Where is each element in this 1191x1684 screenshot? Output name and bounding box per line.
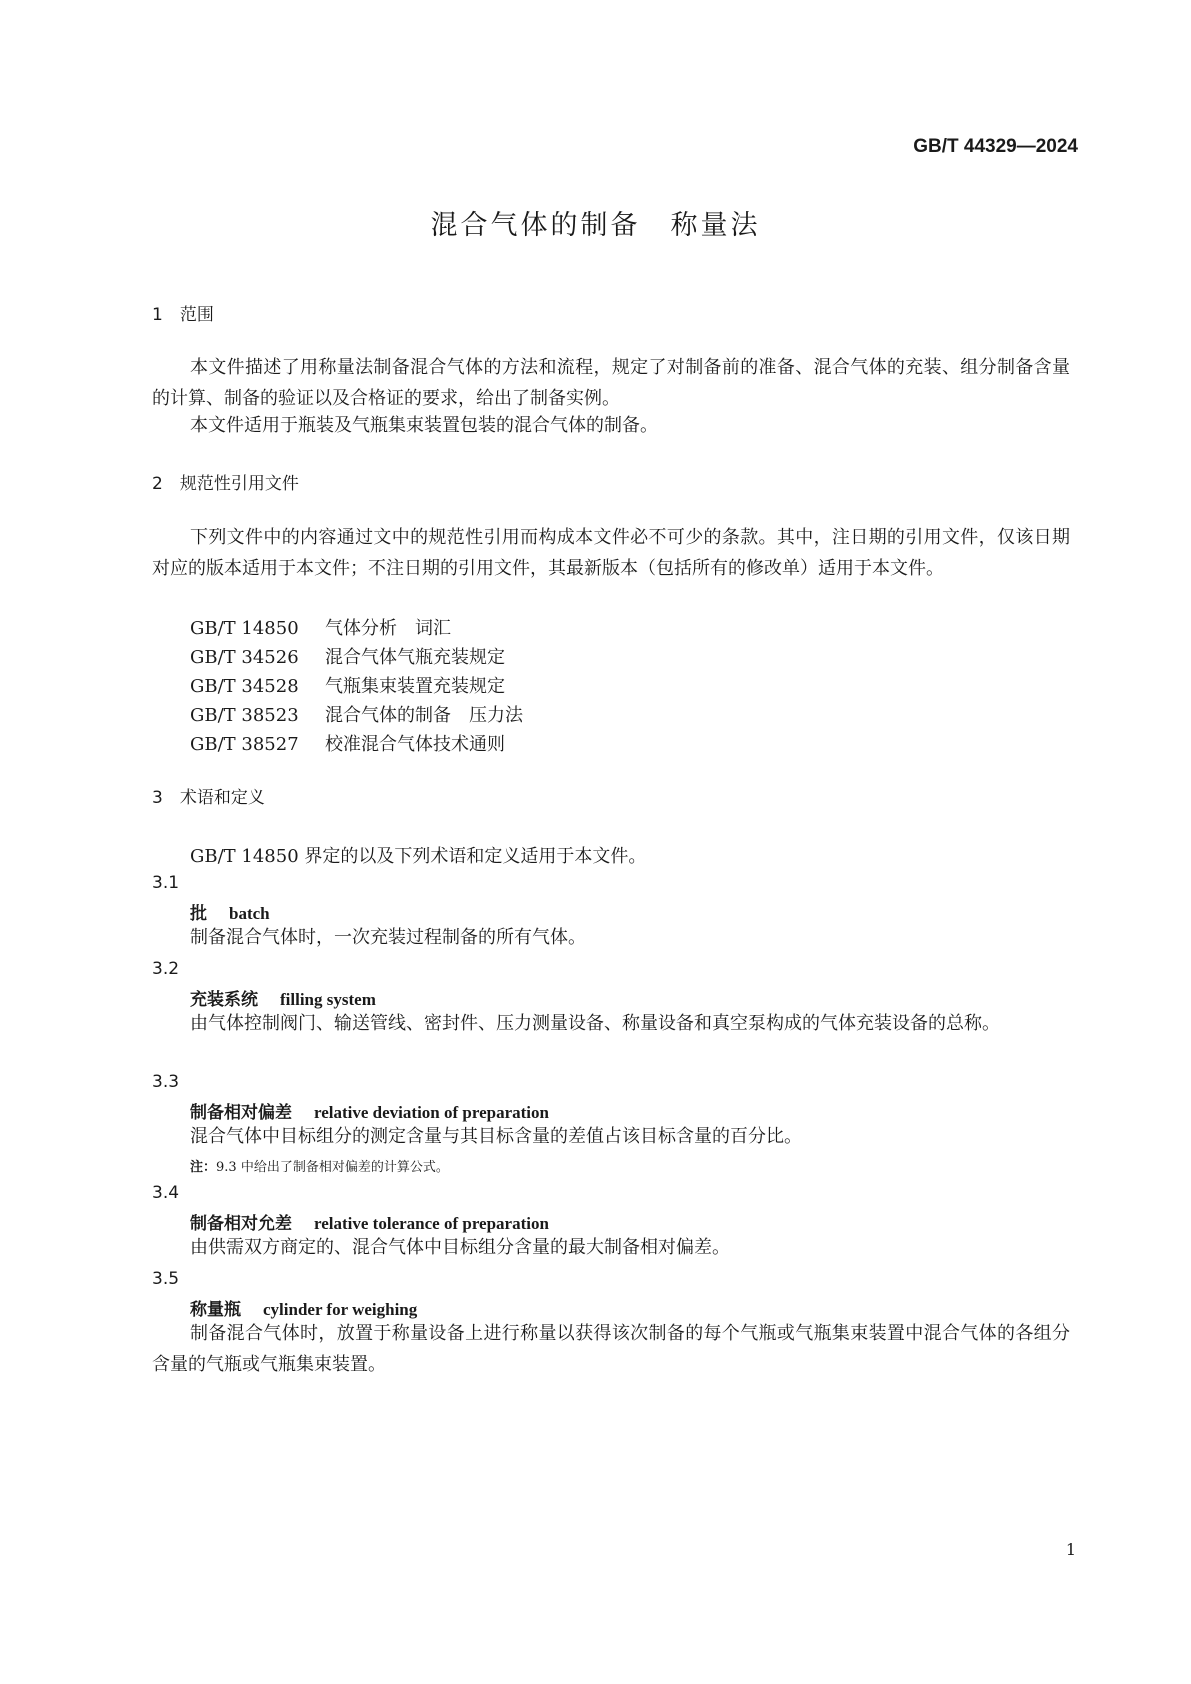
term-definition: 由供需双方商定的、混合气体中目标组分含量的最大制备相对偏差。 — [190, 1237, 730, 1258]
term-en: relative tolerance of preparation — [314, 1214, 549, 1233]
term-definition: 混合气体中目标组分的测定含量与其目标含量的差值占该目标含量的百分比。 — [190, 1126, 802, 1147]
terms-intro: GB/T 14850 界定的以及下列术语和定义适用于本文件。 — [190, 846, 647, 867]
document-title: 混合气体的制备 称量法 — [430, 210, 761, 241]
section-heading-terms — [152, 783, 265, 808]
reference-line — [190, 730, 505, 756]
scope-paragraph-1: 本文件描述了用称量法制备混合气体的方法和流程，规定了对制备前的准备、混合气体的充装、组分制备含量的计算、制备的验证以及合格证的要求，给出了制备实例。 — [152, 357, 1070, 409]
reference-code: GB/T 34526 — [190, 647, 299, 668]
term-en: relative deviation of preparation — [314, 1103, 549, 1122]
note-label: 注： — [190, 1160, 217, 1175]
scope-paragraph-2: 本文件适用于瓶装及气瓶集束装置包装的混合气体的制备。 — [190, 415, 658, 436]
term-zh: 称量瓶 — [190, 1300, 241, 1320]
reference-line — [190, 614, 451, 640]
term-en: batch — [229, 904, 270, 923]
term-number: 3.1 — [152, 873, 180, 893]
term-number: 3.3 — [152, 1072, 180, 1092]
section-heading-scope — [152, 300, 214, 325]
reference-title: 混合气体的制备 压力法 — [325, 705, 523, 726]
term-heading — [190, 1209, 549, 1234]
reference-code: GB/T 34528 — [190, 676, 299, 697]
reference-line — [190, 643, 505, 669]
term-heading — [190, 985, 376, 1010]
section-heading-normative — [152, 469, 299, 494]
term-heading — [190, 899, 270, 924]
term-en: cylinder for weighing — [263, 1300, 418, 1319]
section-number: 2 — [152, 474, 163, 494]
reference-code: GB/T 14850 — [190, 618, 299, 639]
term-number: 3.5 — [152, 1269, 180, 1289]
section-title: 范围 — [179, 305, 214, 325]
term-definition: 由气体控制阀门、输送管线、密封件、压力测量设备、称量设备和真空泵构成的气体充装设备的总称。 — [190, 1013, 1000, 1034]
reference-title: 混合气体气瓶充装规定 — [325, 647, 505, 668]
term-number: 3.4 — [152, 1183, 180, 1203]
reference-title: 校准混合气体技术通则 — [325, 734, 505, 755]
term-zh: 充装系统 — [190, 990, 258, 1010]
term-heading — [190, 1295, 417, 1320]
section-title: 规范性引用文件 — [179, 474, 299, 494]
page-number: 1 — [1065, 1540, 1076, 1559]
reference-code: GB/T 38523 — [190, 705, 299, 726]
standard-code: GB/T 44329—2024 — [913, 136, 1078, 157]
normative-intro: 下列文件中的内容通过文中的规范性引用而构成本文件必不可少的条款。其中，注日期的引用文件，仅该日期对应的版本适用于本文件；不注日期的引用文件，其最新版本（包括所有的修改单）适用于本文件。 — [152, 527, 1070, 579]
term-definition: 制备混合气体时，一次充装过程制备的所有气体。 — [190, 927, 586, 948]
reference-line — [190, 672, 505, 698]
term-heading — [190, 1098, 549, 1123]
section-title: 术语和定义 — [179, 788, 265, 808]
term-zh: 制备相对允差 — [190, 1214, 292, 1234]
note-text: 9.3 中给出了制备相对偏差的计算公式。 — [216, 1160, 449, 1175]
reference-title: 气瓶集束装置充装规定 — [325, 676, 505, 697]
term-zh: 批 — [190, 904, 207, 924]
term-number: 3.2 — [152, 959, 180, 979]
term-definition: 制备混合气体时，放置于称量设备上进行称量以获得该次制备的每个气瓶或气瓶集束装置中混合气体的各组分含量的气瓶或气瓶集束装置。 — [152, 1323, 1070, 1375]
section-number: 3 — [152, 788, 163, 808]
term-note — [190, 1156, 449, 1175]
reference-code: GB/T 38527 — [190, 734, 299, 755]
reference-title: 气体分析 词汇 — [325, 618, 451, 639]
term-en: filling system — [280, 990, 376, 1009]
section-number: 1 — [152, 305, 163, 325]
reference-line — [190, 701, 523, 727]
term-zh: 制备相对偏差 — [190, 1103, 292, 1123]
